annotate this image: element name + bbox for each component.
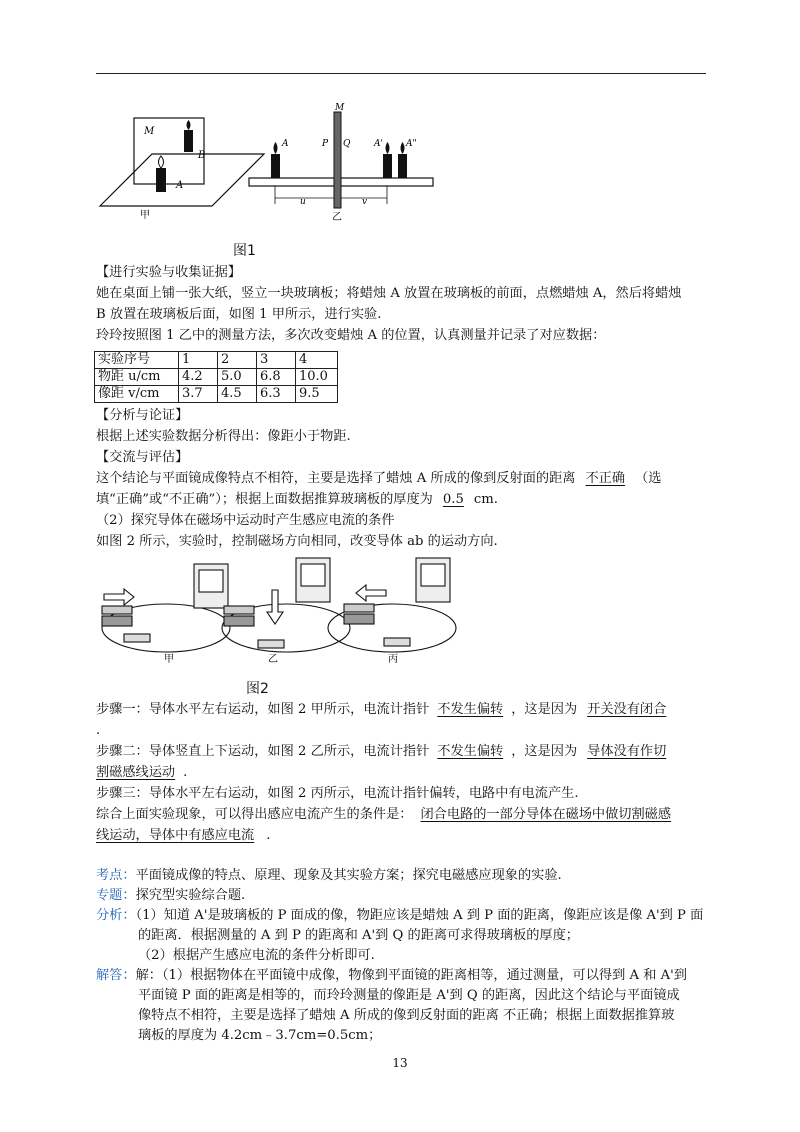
table-cell: 3 xyxy=(257,352,296,369)
kaodian xyxy=(96,866,562,886)
kaodian-text: 平面镜成像的特点、原理、现象及其实验方案；探究电磁感应现象的实验. xyxy=(135,868,562,883)
table-cell: 3.7 xyxy=(179,386,218,403)
step-4-end: . xyxy=(266,828,271,843)
candle-a1 xyxy=(383,154,392,178)
eval-l1-text: 这个结论与平面镜成像特点不相符，主要是选择了蜡烛 A 所成的像到反射面的距离 xyxy=(96,471,576,486)
label-m-left: M xyxy=(144,126,155,137)
table-cell: 像距 v/cm xyxy=(95,386,179,403)
step-2 xyxy=(96,742,668,762)
collect-p1-line1: 她在桌面上铺一张大纸，竖立一块玻璃板；将蜡烛 A 放置在玻璃板的前面，点燃蜡烛 A，然后将蜡烛 xyxy=(96,286,682,301)
table-cell: 2 xyxy=(218,352,257,369)
figure-1-yi-label: 乙 xyxy=(332,212,342,223)
part2-intro: 如图 2 所示，实验时，控制磁场方向相同，改变导体 ab 的运动方向. xyxy=(96,534,498,549)
table-cell: 1 xyxy=(179,352,218,369)
table-cell: 实验序号 xyxy=(95,352,179,369)
candle-a2 xyxy=(398,154,407,178)
jieda-line-4: 璃板的厚度为 4.2cm﹣3.7cm=0.5cm； xyxy=(138,1028,382,1043)
step-1-text: 步骤一：导体水平左右运动，如图 2 甲所示，电流计指针 xyxy=(96,702,430,717)
figure-1 xyxy=(94,100,444,270)
dimension-lines xyxy=(275,186,387,204)
answer-blank: 开关没有闭合 xyxy=(587,702,667,717)
table-cell: 10.0 xyxy=(296,369,338,386)
step-4 xyxy=(96,805,671,825)
table-cell: 4.5 xyxy=(218,386,257,403)
answer-blank: 导体没有作切 xyxy=(587,744,667,759)
table-cell: 6.8 xyxy=(257,369,296,386)
collect-p1-line2: B 放置在玻璃板后面，如图 1 甲所示，进行实验. xyxy=(96,307,382,322)
eval-l2-tail: cm. xyxy=(473,492,498,507)
label-u: u xyxy=(300,197,306,207)
figure-2-jia-label: 甲 xyxy=(164,654,174,665)
fenxi xyxy=(96,906,703,926)
eval-l2-text: 填“正确”或“不正确”）；根据上面数据推算玻璃板的厚度为 xyxy=(96,492,433,507)
eval-line-1 xyxy=(96,469,661,489)
figure-2-yi-label: 乙 xyxy=(268,654,278,665)
label-p: P xyxy=(322,139,329,149)
table-cell: 9.5 xyxy=(296,386,338,403)
step-1-end: . xyxy=(96,723,101,738)
answer-blank: 线运动，导体中有感应电流 xyxy=(96,828,255,843)
answer-blank: 不发生偏转 xyxy=(437,744,504,759)
eval-heading: 【交流与评估】 xyxy=(96,450,189,465)
jieda-line-2: 平面镜 P 面的距离是相等的，而玲玲测量的像距是 A'到 Q 的距离，因此这个结论与平面镜成 xyxy=(138,988,680,1003)
step-4-cont xyxy=(96,826,270,846)
answer-blank: 闭合电路的一部分导体在磁场中做切割磁感 xyxy=(420,807,672,822)
fenxi-line-3: （2）根据产生感应电流的条件分析即可. xyxy=(138,948,375,963)
kaodian-label: 考点： xyxy=(96,868,136,883)
collect-p2: 玲玲按照图 1 乙中的测量方法，多次改变蜡烛 A 的位置，认真测量并记录了对应数据： xyxy=(96,328,606,343)
fenxi-label: 分析： xyxy=(96,908,136,923)
candle-a-right xyxy=(271,154,280,178)
jieda-label: 解答： xyxy=(96,968,136,983)
figure-2-bing-setup xyxy=(328,558,456,652)
step-1 xyxy=(96,700,668,720)
table-cell: 4.2 xyxy=(179,369,218,386)
figure-1-jia-setup xyxy=(100,118,264,206)
zhuanti-text: 探究型实验综合题. xyxy=(135,888,246,903)
table-cell: 4 xyxy=(296,352,338,369)
jieda-line-3: 像特点不相符，主要是选择了蜡烛 A 所成的像到反射面的距离 不正确；根据上面数据推算玻 xyxy=(138,1008,675,1023)
analysis-text: 根据上述实验数据分析得出：像距小于物距. xyxy=(96,429,351,444)
answer-blank: 不发生偏转 xyxy=(437,702,504,717)
figure-2-yi-setup xyxy=(222,558,350,652)
label-a2: A" xyxy=(406,139,417,149)
figure-2-jia-setup xyxy=(102,564,230,652)
fenxi-line-1: （1）知道 A'是玻璃板的 P 面成的像，物距应该是蜡烛 A 到 P 面的距离，像距应该是像 A'到 P 面 xyxy=(135,908,704,923)
label-m-top: M xyxy=(335,103,345,113)
table-cell: 物距 u/cm xyxy=(95,369,179,386)
label-b: B xyxy=(198,150,206,161)
collect-heading: 【进行实验与收集证据】 xyxy=(96,265,242,280)
jieda xyxy=(96,966,687,986)
analysis-heading: 【分析与论证】 xyxy=(96,408,189,423)
zhuanti xyxy=(96,886,245,906)
answer-blank: 0.5 xyxy=(442,492,464,507)
label-v: v xyxy=(362,197,368,207)
table-cell: 6.3 xyxy=(257,386,296,403)
step-1-mid: ，这是因为 xyxy=(511,702,578,717)
eval-l1-tail: （选 xyxy=(635,471,662,486)
part2-title: （2）探究导体在磁场中运动时产生感应电流的条件 xyxy=(96,513,395,528)
step-2-end: . xyxy=(183,765,188,780)
answer-blank: 割磁感线运动 xyxy=(96,765,176,780)
step-3: 步骤三：导体水平左右运动，如图 2 丙所示，电流计指针偏转，电路中有电流产生. xyxy=(96,786,579,801)
jieda-line-1: 解：（1）根据物体在平面镜中成像，物像到平面镜的距离相等，通过测量，可以得到 A 和 A'到 xyxy=(135,968,687,983)
table-row xyxy=(95,386,338,403)
header-rule xyxy=(96,73,706,74)
data-table xyxy=(94,351,338,403)
step-4-text: 综合上面实验现象，可以得出感应电流产生的条件是： xyxy=(96,807,413,822)
eval-line-2 xyxy=(96,490,498,510)
figure-2-caption: 图2 xyxy=(246,681,269,697)
glass-plate xyxy=(334,112,341,208)
page-number: 13 xyxy=(392,1056,408,1070)
candle-a xyxy=(156,168,166,192)
candle-b xyxy=(184,130,193,152)
step-2-cont xyxy=(96,763,187,783)
table-row xyxy=(95,352,338,369)
zhuanti-label: 专题： xyxy=(96,888,136,903)
table-row xyxy=(95,369,338,386)
label-a-right: A xyxy=(282,139,289,149)
figure-1-caption: 图1 xyxy=(233,243,256,259)
figure-2-bing-label: 丙 xyxy=(388,654,398,665)
fenxi-line-2: 的距离．根据测量的 A 到 P 的距离和 A'到 Q 的距离可求得玻璃板的厚度； xyxy=(138,928,579,943)
table-cell: 5.0 xyxy=(218,369,257,386)
step-2-text: 步骤二：导体竖直上下运动，如图 2 乙所示，电流计指针 xyxy=(96,744,430,759)
step-2-mid: ，这是因为 xyxy=(511,744,578,759)
figure-2 xyxy=(94,554,474,666)
label-a-left: A xyxy=(176,180,184,191)
answer-blank: 不正确 xyxy=(585,471,626,486)
figure-1-jia-label: 甲 xyxy=(140,210,150,221)
label-q: Q xyxy=(343,139,351,149)
label-a1: A' xyxy=(374,139,383,149)
